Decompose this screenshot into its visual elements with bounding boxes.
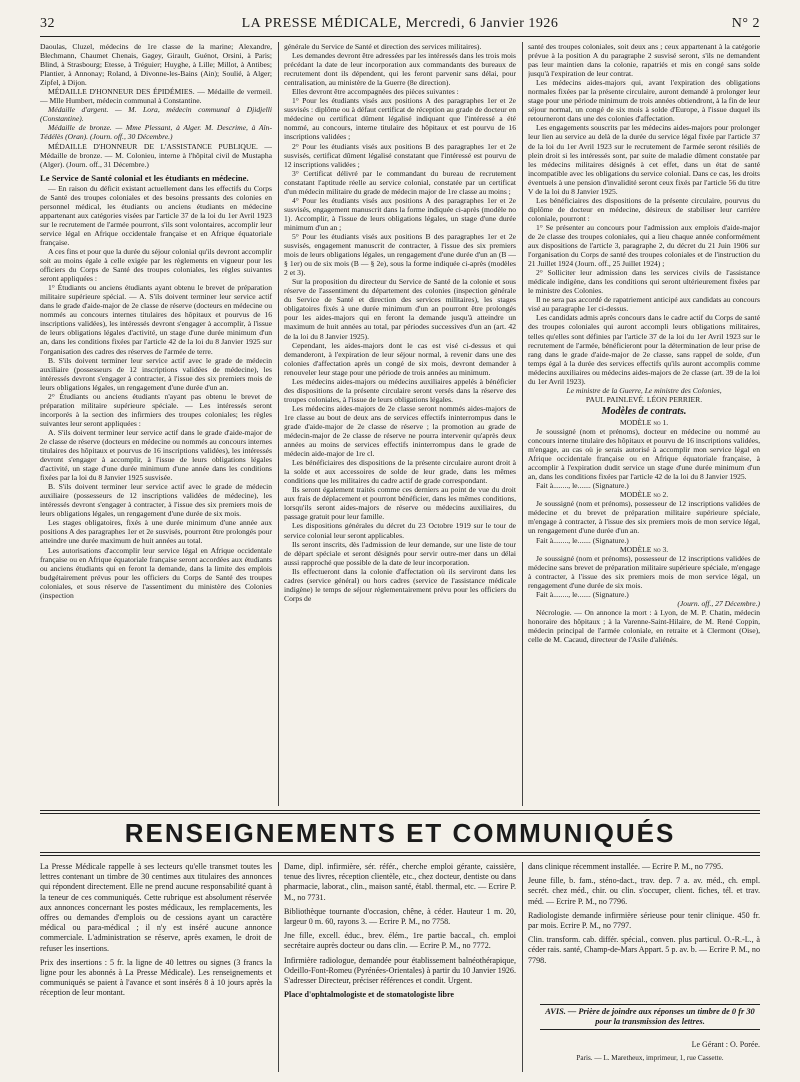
classifieds-intro (40, 862, 272, 1072)
model-1-signature: Fait à........, le....... (Signature.) (536, 481, 629, 491)
article-paragraph: Ils seront également traités comme ces derniers au point de vue du droit aux frais de déplacement et pourront bénéficier, dans les mêmes conditions, lorsqu'ils seront aides-majors de réserve ou médecins auxiliaires, du passage gratuit pour leur famille. (284, 485, 516, 522)
classified-ad: Dame, dipl. infirmière, sér. référ., cherche emploi gérante, caissière, tenue des livres, réception clientèle, etc., chez docteur, dentiste ou dans pharmacie, laborat., clin., maison santé, établ. thermal, etc. — Ecrire P. M., no 7731. (284, 862, 516, 902)
model-2-signature: Fait à........, le....... (Signature.) (536, 535, 629, 545)
public-assistance-medal: MÉDAILLE D'HONNEUR DE L'ASSISTANCE PUBLIQUE. — Médaille de bronze. — M. Colonieu, interne à l'hôpital civil de Mustapha (Alger). (Journ. off., 31 Décembre.) (40, 141, 272, 169)
article-paragraph: 5° Pour les étudiants visés aux positions B des paragraphes 1er et 2e susvisés, engagement manuscrit de contracter, à l'issue des six premiers mois de leurs obligations légales, un rengagement d'une durée d'un an (B — § 1er) ou de six mois (B — § 2e), sous la forme indiquée ci-après (modèles 2 et 3). (284, 231, 516, 278)
article-paragraph: Ils effectueront dans la colonie d'affectation où ils serviront dans les cadres (service général) ou hors cadres (service de l'assistance médicale indigène) le temps de séjour réglementairement prévu pour les officiers du Corps de (284, 566, 516, 603)
article-paragraph: 1° Étudiants ou anciens étudiants ayant obtenu le brevet de préparation militaire supérieure spécial. — A. S'ils doivent terminer leur service actif dans le grade d'aide-major de 2e classe de réserve (docteurs en médecine ou nommés au concours internes titulaires des hôpitaux et pourvus de 16 inscriptions validées), les intéressés devront s'engager à accomplir, à l'issue de leurs obligations légales d'activité, un stage d'une durée minimum d'un an, dans les conditions fixées par l'article 42 de la loi du 8 Janvier 1925 sur l'organisation des cadres des réserves de l'armée de terre. (40, 283, 272, 356)
column-divider (522, 42, 523, 806)
contract-models-heading: Modèles de contrats. (601, 405, 687, 417)
epidemics-medal-bronze: Médaille de bronze. — Mme Plessant, à Alger. M. Descrime, à Aïn-Tédélès (Oran). (Journ. off., 30 Décembre.) (40, 123, 272, 142)
classified-ad: Infirmière radiologue, demandée pour établissement balnéothérapique, Odeillo-Font-Romeu (Pyrénées-Orientales) à partir du 10 Janvier 1926. S'adresser Directeur, préciser références et condit. Urgent. (284, 955, 516, 986)
ministers-signature-names: PAUL PAINLEVÉ. LÉON PERRIER. (585, 394, 703, 404)
classifieds-column-3 (528, 862, 760, 1002)
article-paragraph: A ces fins et pour que la durée du séjour colonial qu'ils devront accomplir soit au moins égale à celle exigée par les règlements en vigueur pour les officiers du Corps de Santé des troupes coloniales, les règles suivantes seront appliquées : (40, 246, 272, 284)
article-paragraph: Cependant, les aides-majors dont le cas est visé ci-dessus et qui demanderont, à l'expiration de leur séjour normal, à revenir dans une des colonies d'affectation après un congé de six mois, devront demander à renouveler leur stage pour une période de trois années au minimum. (284, 340, 516, 377)
page-header (40, 14, 760, 37)
model-3-label: MODÈLE no 3. (619, 544, 669, 554)
article-paragraph: B. S'ils doivent terminer leur service actif avec le grade de médecin auxiliaire (possesseurs de 12 inscriptions validées de médecine), les intéressés devront s'engager à contracter, à l'issue des six premiers mois de leurs obligations légales, un rengagement d'une durée de six mois. (40, 482, 272, 519)
article-paragraph: — En raison du déficit existant actuellement dans les effectifs du Corps de Santé des troupes coloniales et des besoins pressants des colonies en personnel médical, les étudiants ou anciens étudiants en médecine appartenant aux catégories visées par l'article 37 de la loi du 1er Avril 1923 sur le recrutement de l'armée pourront, s'ils sont volontaires, accomplir leur service légal en Afrique occidentale française et en Afrique équatoriale française. (40, 183, 272, 247)
article-column-1 (40, 42, 272, 806)
article-paragraph: 2° Solliciter leur admission dans les services civils de l'assistance médicale indigène, dans les conditions qui seront ultérieurement fixées par le ministre des Colonies. (528, 268, 760, 296)
article-paragraph: Les médecins aides-majors de 2e classe seront nommés aides-majors de 1re classe au bout de deux ans de services effectifs ininterrompus dans le grade d'aide-major de 2e classe de réserve ; la promotion au grade de médecin-major de 2e classe de réserve ne pourra intervenir qu'après deux années au moins de services effectifs ininterrompus dans le grade de médecin aide-major de 1re cl. (284, 403, 516, 459)
manager-line: Le Gérant : O. Porée. (691, 1040, 760, 1049)
article-column-3 (528, 42, 760, 806)
article-column-2 (284, 42, 516, 806)
article-paragraph: Les médecins aides-majors ou médecins auxiliaires appelés à bénéficier des dispositions de la présente circulaire seront versés dans la réserve des troupes coloniales, à l'issue de leurs obligations légales. (284, 376, 516, 404)
classified-ad: dans clinique récemment installée. — Ecrire P. M., no 7795. (528, 862, 724, 871)
model-2-text: Je soussigné (nom et prénoms), possesseur de 12 inscriptions validées de médecine et du brevet de préparation militaire supérieure spéciale, m'engage à contracter, à l'issue des six premiers mois de mon service légal, un rengagement d'une durée d'un an. (528, 499, 760, 536)
classified-ad: Radiologiste demande infirmière sérieuse pour tenir clinique. 450 fr. par mois. Ecrire P. M., no 7797. (528, 910, 760, 931)
article-paragraph: 4° Pour les étudiants visés aux positions A des paragraphes 1er et 2e susvisés, engagement manuscrit dans la forme indiquée ci-après (modèle no 1). Accomplir, à l'issue de leurs obligations légales, un stage d'une durée minimum d'un an ; (284, 195, 516, 232)
section-rule (40, 852, 760, 856)
article-paragraph: Sur la proposition du directeur du Service de Santé de la colonie et sous réserve de l'assentiment du département des colonies (inspection générale du Service de Santé et direction des services militaires), les stages obligatoires fixés à une durée minimum d'un an pourront être prolongés pour les aides-majors qui en feront la demande jusqu'à atteindre un maximum de huit années au total, par périodes successives d'un an (art. 42 de la loi du 8 Janvier 1925). (284, 277, 516, 341)
intro-paragraph: La Presse Médicale rappelle à ses lecteurs qu'elle transmet toutes les lettres contenant un timbre de 30 centimes aux titulaires des annonces qui répondent directement. Elle ne prend aucune responsabilité quant à la teneur de ces communiqués. Cette rubrique est absolument réservée aux annonces concernant les postes médicaux, les remplacements, les offres ou demandes d'emplois ou de cessions ayant un caractère médical ou para-médical ; il n'y est inséré aucune annonce commerciale. L'administration se réserve, après examen, le droit de refuser les insertions. (40, 862, 272, 953)
model-3-signature: Fait à........, le....... (Signature.) (536, 589, 629, 599)
model-3-text: Je soussigné (nom et prénoms), possesseur de 12 inscriptions validées de médecine sans brevet de préparation militaire supérieure spéciale, m'engage à contracter, à l'issue des six premiers mois de mon service légal, un rengagement d'une durée de six mois. (528, 553, 760, 590)
article-paragraph: A. S'ils doivent terminer leur service actif dans le grade d'aide-major de 2e classe de réserve (docteurs en médecine ou nommés au concours internes titulaires des hôpitaux et pourvus de 16 inscriptions validées), les intéressés devront s'engager à accomplir, à l'issue de leurs obligations légales d'activité, un stage d'une durée minimum d'une année dans les conditions fixées par la loi du 8 Janvier 1925 susvisée. (40, 427, 272, 483)
article-paragraph: 2° Pour les étudiants visés aux positions B des paragraphes 1er et 2e susvisés, certificat dûment légalisé constatant que l'intéressé est pourvu de 12 inscriptions validées ; (284, 141, 516, 169)
classified-ad: Jeune fille, b. fam., sténo-dact., trav. dep. 7 a. av. méd., ch. empl. secrét. chez méd., chir. ou clin. s'occuper, client. fiches, tél. et trav. méd. — Ecrire P. M., no 7796. (528, 876, 760, 906)
article-paragraph: Les candidats admis après concours dans le cadre actif du Corps de santé des troupes coloniales qui auront accompli leurs obligations militaires, telles qu'elles sont définies par l'article 37 de la loi du 1er Avril 1923 sur le recrutement de l'armée, bénéficieront pour la détermination de leur prise de rang dans le grade d'aide-major de 2e classe, sans rappel de solde, d'un temps égal à la durée des services effectifs qu'ils auront accomplis comme médecins auxiliaires ou médecins aides-majors de 2e classe (art. 39 de la loi du 1er Avril 1923). (528, 313, 760, 386)
article-paragraph: Les dispositions générales du décret du 23 Octobre 1919 sur le tour de service colonial leur seront applicables. (284, 521, 516, 540)
model-1-label: MODÈLE no 1. (619, 417, 669, 427)
classified-ad: Place d'ophtalmologiste et de stomatologiste libre (284, 990, 455, 1000)
printer-line: Paris. — L. Maretheux, imprimeur, 1, rue Cassette. (576, 1054, 724, 1062)
classified-ad: Bibliothèque tournante d'occasion, chêne, à céder. Hauteur 1 m. 20, largeur 0 m. 60, rayons 3. — Ecrire P. M., no 7758. (284, 906, 516, 927)
article-paragraph: Elles devront être accompagnées des pièces suivantes : (292, 87, 459, 97)
epidemics-medal-silver: Médaille d'argent. — M. Lora, médecin communal à Djidjelli (Constantine). (40, 105, 272, 124)
column-divider (522, 862, 523, 1072)
page-number: 32 (40, 16, 55, 31)
article-paragraph: Les stages obligatoires, fixés à une durée minimum d'une année aux positions A des paragraphes 1er et 2e susvisés, pourront être prolongés pour atteindre une durée maximum de huit années au total. (40, 518, 272, 546)
article-paragraph: Il ne sera pas accordé de rapatriement anticipé aux candidats au concours visé au paragraphe 1er ci-dessus. (528, 295, 760, 314)
column-divider (278, 862, 279, 1072)
section-rule (40, 810, 760, 814)
epidemics-medal-vermeil: MÉDAILLE D'HONNEUR DES ÉPIDÉMIES. — Médaille de vermeil. — Mlle Humbert, médecin communal à Constantine. (40, 87, 272, 106)
article-paragraph: santé des troupes coloniales, soit deux ans ; ceux appartenant à la catégorie prévue à la position A du paragraphe 2 susvisé seront, s'ils ne demandent pas leur maintien dans la colonie, rapatriés et mis en congé sans solde jusqu'à l'expiration de leur contrat. (528, 42, 760, 79)
article-paragraph: Les demandes devront être adressées par les intéressés dans les trois mois précédant la date de leur incorporation aux commandants des bureaux de recrutement dont ils dépendent, qui les feront parvenir sans délai, pour centralisation, au ministère de la Guerre (8e direction). (284, 51, 516, 88)
classified-ad: Clin. transform. cab. différ. spécial., conven. plus particul. O.-R.-L., à céder rais. santé, Champ-de-Mars Appart. 5 p. av. b. — Ecrire P. M., no 7798. (528, 935, 760, 965)
honours-list: Daoulas, Cluzel, médecins de 1re classe de la marine; Alexandre, Blechmann, Chaumet Chenais, Gagey, Girault, Guénot, Orsini, à Paris; Blind, à Strasbourg; Etesse, à Tréguier; Huyghe, à Lille; Millot, à Antibes; Plantier, à Annonay; Roland, à Divonne-les-Bains (Ain); Soulié, à Alger; Zipfel, à Dijon. (40, 42, 272, 88)
article-paragraph: Les engagements souscrits par les médecins aides-majors pour prolonger leur lien au service au delà de la durée du service légal fixée par l'article 37 de la loi du 1er Avril 1923 sur le recrutement de l'armée seront résiliés de plein droit si les intéressés sont, par suite de maladie dûment constatée par les médecins militaires désignés à cet effet, dans un état de santé incompatible avec les obligations du service colonial. Dans ce cas, les droits éventuels à une pension d'invalidité seront ceux fixés par l'article 56 du titre V de la loi du 8 Janvier 1925. (528, 123, 760, 196)
ministers-signature-titles: Le ministre de la Guerre, Le ministre des Colonies, (566, 385, 722, 395)
article-paragraph: 3° Certificat délivré par le commandant du bureau de recrutement constatant l'aptitude réelle au service colonial, constatée par un certificat d'un médecin militaire du grade de médecin major de 1re classe au moins ; (284, 168, 516, 196)
classifieds-column-2 (284, 862, 516, 1072)
article-paragraph: Les médecins aides-majors qui, avant l'expiration des obligations normales fixées par la présente circulaire, auront demandé à prolonger leur stage pour une période minimum de trois années obtiendront, à la fin de leur séjour normal, un congé de six mois à solde d'Europe, à l'issue duquel ils retourneront dans une des colonies d'affectation. (528, 78, 760, 124)
obituary: Nécrologie. — On annonce la mort : à Lyon, de M. P. Chatin, médecin honoraire des hôpitaux ; à la Varenne-Saint-Hilaire, de M. René Coppin, médecin principal de l'armée coloniale, en retraite et à Clermont (Oise), celle de M. Cacaud, directeur de l'Asile d'aliénés. (528, 607, 760, 645)
article-paragraph: générale du Service de Santé et direction des services militaires). (284, 42, 482, 51)
article-paragraph: 1° Pour les étudiants visés aux positions A des paragraphes 1er et 2e susvisés : diplôme ou à défaut certificat de réception au grade de docteur en médecine ou certificat dûment légalisé indiquant que l'intéressé a été nommé, au concours, interne titulaire des hôpitaux et est pourvu de 16 inscriptions validées ; (284, 96, 516, 142)
column-divider (278, 42, 279, 806)
article-paragraph: Les bénéficiaires des dispositions de la présente circulaire auront droit à la solde et aux accessoires de solde de leur grade, dans les mêmes conditions que les militaires du cadre actif de grade correspondant. (284, 458, 516, 486)
journal-officiel-reference: (Journ. off., 27 Décembre.) (677, 598, 760, 608)
article-paragraph: Les bénéficiaires des dispositions de la présente circulaire, pourvus du diplôme de docteur en médecine, désireux de stabiliser leur carrière coloniale, pourront : (528, 195, 760, 223)
article-paragraph: 1° Se présenter au concours pour l'admission aux emplois d'aide-major de 2e classe des troupes coloniales, qui a lieu chaque année conformément aux dispositions de l'article 3, paragraphe 2, du décret du 21 Juin 1906 sur l'organisation du Corps de santé des troupes coloniales et de l'instruction du 21 Juillet 1924 (Journ. off., 25 Juillet 1924) ; (528, 222, 760, 269)
article-heading: Le Service de Santé colonial et les étudiants en médecine. (40, 172, 249, 183)
article-paragraph: Ils seront inscrits, dès l'admission de leur demande, sur une liste de tour de départ spéciale et seront désignés pour servir outre-mer dans un délai aussi rapproché que possible de la date de leur incorporation. (284, 539, 516, 567)
issue-number: N° 2 (731, 16, 760, 31)
model-2-label: MODÈLE no 2. (619, 490, 669, 500)
notice-box: AVIS. — Prière de joindre aux réponses un timbre de 0 fr 30 pour la transmission des lettres. (540, 1004, 760, 1030)
classifieds-heading: RENSEIGNEMENTS ET COMMUNIQUÉS (124, 818, 676, 848)
article-paragraph: Les autorisations d'accomplir leur service légal en Afrique occidentale française ou en Afrique équatoriale française seront accordées aux étudiants ou anciens étudiants qui en feront la demande, dans la limite des emplois budgétairement prévus pour les officiers du Corps de Santé des troupes coloniales, et sous réserve de l'assentiment du ministère des Colonies (inspection (40, 545, 272, 600)
model-1-text: Je soussigné (nom et prénoms), docteur en médecine ou nommé au concours interne titulaire des hôpitaux et pourvu de 16 inscriptions validées, m'engage, au cas où je serais autorisé à accomplir mon service légal en Afrique occidentale française ou en Afrique équatoriale française, à accomplir à l'expiration dudit service un stage d'une durée minimum d'un an, dans les conditions fixées par l'article 42 de la loi du 8 Janvier 1925. (528, 426, 760, 482)
pricing-paragraph: Prix des insertions : 5 fr. la ligne de 40 lettres ou signes (3 francs la ligne pour les abonnés à La Presse Médicale). Les renseignements et communiqués se paient à l'avance et sont insérés 8 à 10 jours après la réception de leur montant. (40, 957, 272, 998)
journal-title: LA PRESSE MÉDICALE, Mercredi, 6 Janvier 1926 (241, 16, 559, 31)
classified-ad: Jne fille, excell. éduc., brev. élém., 1re partie baccal., ch. emploi secrétaire auprès docteur ou dans clin. — Ecrire P. M., no 7772. (284, 931, 516, 951)
article-paragraph: B. S'ils doivent terminer leur service actif avec le grade de médecin auxiliaire (possesseurs de 12 inscriptions validées de médecine), les intéressés devront s'engager à contracter, à l'issue des six premiers mois de leurs obligations légales, un rengagement d'une durée d'un an. (40, 355, 272, 392)
article-paragraph: 2° Étudiants ou anciens étudiants n'ayant pas obtenu le brevet de préparation militaire supérieure spéciale. — Les intéressés seront incorporés à la section des infirmiers des troupes coloniales; les règles suivantes leur seront appliquées : (40, 391, 272, 428)
